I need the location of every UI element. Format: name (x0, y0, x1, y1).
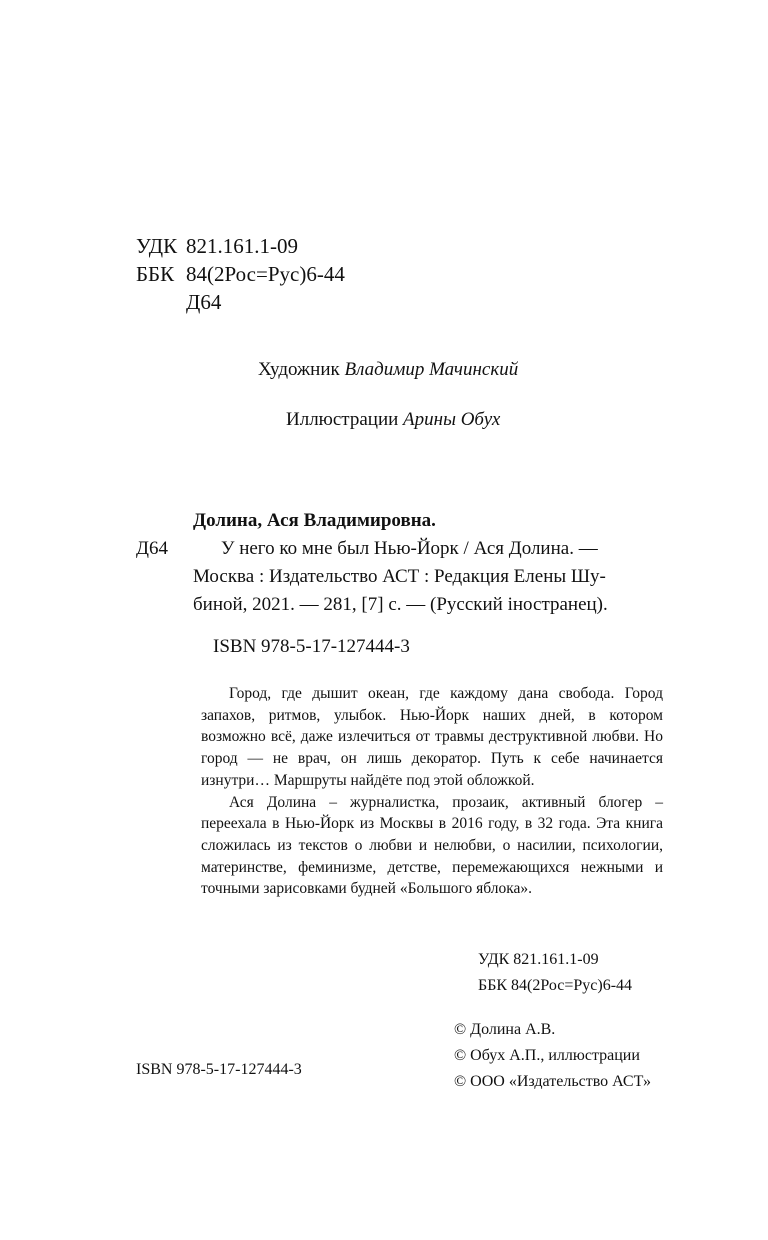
bbk-value: 84(2Рос=Рус)6-44 (186, 262, 345, 286)
udk-value: 821.161.1-09 (186, 234, 298, 258)
footer-udk: УДК 821.161.1-09 (478, 951, 599, 968)
illustrations-label: Иллюстрации (286, 409, 399, 430)
biblio-line: биной, 2021. — 281, [7] с. — (Русский іностранец). (193, 594, 608, 615)
bbk-label: ББК (136, 262, 175, 286)
annotation-paragraph: Город, где дышит океан, где каждому дана свобода. Город запахов, ритмов, улыбок. Нью-Йорк наших дней, в котором возможно всё, даже излечиться от травмы деструктивной любви. Но город — не врач, он лишь декоратор. Путь к себе начинается изнутри… Маршруты найдёте под этой обложкой. (201, 685, 663, 789)
copyright-block (454, 1017, 651, 1095)
author-mark-text: Д64 (186, 290, 222, 314)
udk-line (136, 232, 345, 260)
artist-label: Художник (258, 359, 340, 380)
copyright-line: © Обух А.П., иллюстрации (454, 1047, 640, 1064)
copyright-line: © Долина А.В. (454, 1021, 556, 1038)
bbk-line (136, 260, 345, 288)
footer-isbn: ISBN 978-5-17-127444-3 (136, 1061, 302, 1078)
bibliographic-description (193, 535, 608, 619)
header-codes (136, 232, 345, 316)
biblio-line: У него ко мне был Нью-Йорк / Ася Долина. — (221, 538, 598, 559)
artist-name: Владимир Мачинский (344, 359, 519, 380)
author-heading: Долина, Ася Владимировна. (193, 510, 436, 531)
illustrations-name: Арины Обух (403, 409, 501, 430)
record-mark: Д64 (136, 538, 168, 559)
annotation-paragraph: Ася Долина – журналистка, прозаик, активный блогер – переехала в Нью-Йорк из Москвы в 2016 году, в 32 года. Эта книга сложилась из текстов о любви и нелюбви, о насилии, психологии, материнстве, феминизме, детстве, перемежающихся нежными и точными зарисовками будней «Большого яблока». (201, 793, 663, 898)
annotation (201, 683, 663, 900)
udk-label: УДК (136, 234, 178, 258)
illustrations-credit (286, 409, 500, 431)
author-mark (136, 288, 345, 316)
isbn-main: ISBN 978-5-17-127444-3 (213, 636, 410, 657)
footer-codes (478, 947, 632, 999)
footer-bbk: ББК 84(2Рос=Рус)6-44 (478, 977, 633, 994)
copyright-line: © ООО «Издательство АСТ» (454, 1073, 651, 1090)
biblio-line: Москва : Издательство АСТ : Редакция Елены Шу- (193, 566, 606, 587)
artist-credit (258, 359, 518, 381)
